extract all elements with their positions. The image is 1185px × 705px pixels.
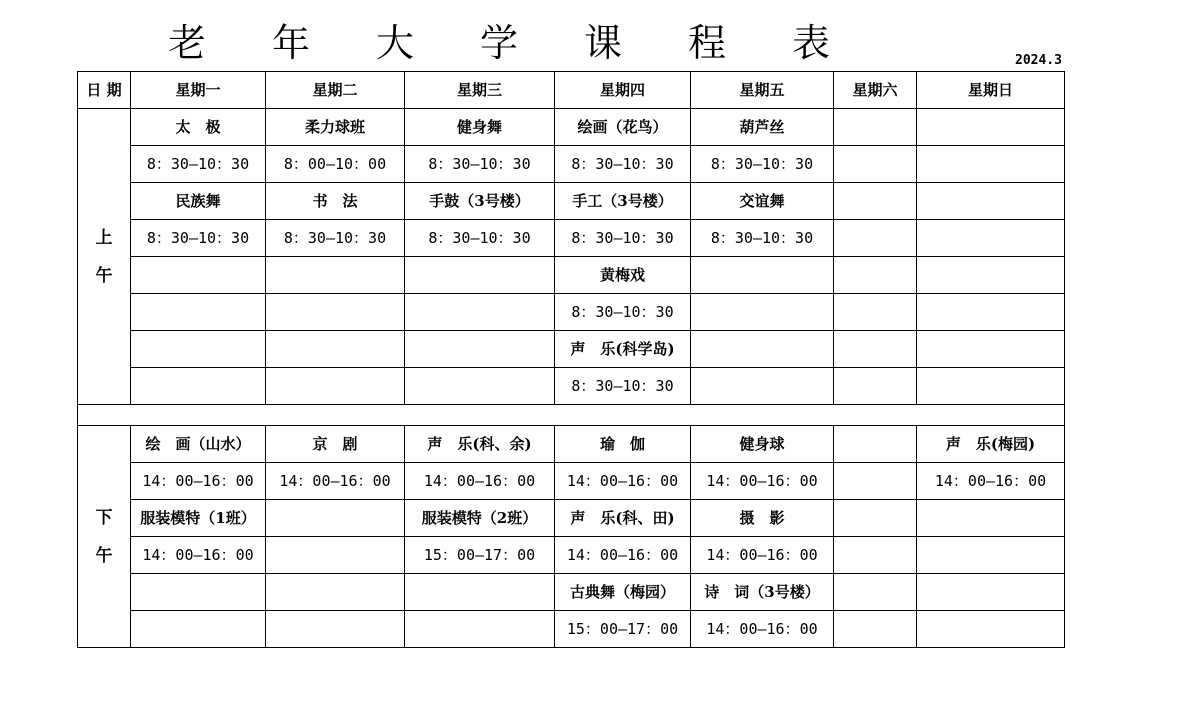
class-time-cell: 8：30—10：30	[555, 368, 691, 405]
course-name-cell	[405, 257, 555, 294]
class-time-cell: 14：00—16：00	[131, 537, 266, 574]
morning-row	[78, 257, 1065, 294]
class-time-cell: 8：30—10：30	[555, 146, 691, 183]
class-time-cell: 14：00—16：00	[405, 463, 555, 500]
class-time-cell: 14：00—16：00	[131, 463, 266, 500]
course-name-cell	[834, 500, 917, 537]
course-name-cell: 书 法	[266, 183, 405, 220]
separator-cell	[78, 405, 1065, 426]
course-name-cell: 黄梅戏	[555, 257, 691, 294]
class-time-cell: 8：00—10：00	[266, 146, 405, 183]
period-char: 上	[95, 227, 113, 248]
course-name-cell	[917, 331, 1065, 368]
class-time-cell: 15：00—17：00	[405, 537, 555, 574]
course-name-cell	[917, 109, 1065, 146]
class-time-cell	[917, 294, 1065, 331]
class-time-cell	[405, 611, 555, 648]
course-name-cell	[266, 257, 405, 294]
course-name-cell: 摄 影	[691, 500, 834, 537]
course-name-cell: 声 乐(科学岛)	[555, 331, 691, 368]
class-time-cell: 14：00—16：00	[555, 463, 691, 500]
morning-row	[78, 331, 1065, 368]
course-name-cell	[131, 331, 266, 368]
afternoon-row	[78, 463, 1065, 500]
afternoon-row	[78, 500, 1065, 537]
class-time-cell	[834, 537, 917, 574]
course-name-cell: 瑜 伽	[555, 426, 691, 463]
weekday-header: 星期一	[131, 72, 266, 109]
title-char: 年	[272, 21, 311, 65]
morning-row	[78, 368, 1065, 405]
class-time-cell: 8：30—10：30	[691, 146, 834, 183]
class-time-cell: 8：30—10：30	[266, 220, 405, 257]
course-name-cell	[917, 257, 1065, 294]
period-char: 午	[95, 545, 113, 566]
class-time-cell	[266, 368, 405, 405]
course-name-cell: 健身舞	[405, 109, 555, 146]
course-name-cell: 服装模特（2班）	[405, 500, 555, 537]
class-time-cell	[834, 294, 917, 331]
weekday-header: 星期六	[834, 72, 917, 109]
course-name-cell	[405, 574, 555, 611]
class-time-cell	[405, 294, 555, 331]
course-name-cell: 声 乐(科、田)	[555, 500, 691, 537]
course-name-cell	[834, 426, 917, 463]
afternoon-row	[78, 537, 1065, 574]
morning-row	[78, 109, 1065, 146]
class-time-cell	[266, 294, 405, 331]
course-name-cell: 太 极	[131, 109, 266, 146]
course-name-cell: 古典舞（梅园）	[555, 574, 691, 611]
class-time-cell	[691, 294, 834, 331]
course-name-cell	[266, 331, 405, 368]
class-time-cell	[834, 611, 917, 648]
course-name-cell: 京 剧	[266, 426, 405, 463]
class-time-cell	[917, 611, 1065, 648]
course-name-cell: 民族舞	[131, 183, 266, 220]
course-name-cell	[266, 500, 405, 537]
afternoon-row	[78, 426, 1065, 463]
weekday-header: 星期日	[917, 72, 1065, 109]
class-time-cell: 14：00—16：00	[266, 463, 405, 500]
class-time-cell: 14：00—16：00	[555, 537, 691, 574]
class-time-cell	[131, 611, 266, 648]
course-name-cell: 诗 词（3号楼）	[691, 574, 834, 611]
class-time-cell	[917, 220, 1065, 257]
course-name-cell	[834, 331, 917, 368]
class-time-cell: 8：30—10：30	[555, 220, 691, 257]
title-char: 老	[168, 21, 207, 65]
title-char: 学	[480, 21, 519, 65]
class-time-cell	[266, 537, 405, 574]
class-time-cell	[917, 537, 1065, 574]
title-char: 大	[376, 21, 415, 65]
class-time-cell	[691, 368, 834, 405]
header-row	[78, 72, 1065, 109]
period-char: 午	[95, 265, 113, 286]
course-name-cell	[834, 109, 917, 146]
course-name-cell	[917, 574, 1065, 611]
schedule-table	[77, 71, 1065, 648]
title-char: 程	[688, 21, 727, 65]
class-time-cell	[834, 463, 917, 500]
course-name-cell: 声 乐(科、余)	[405, 426, 555, 463]
page-title	[150, 18, 850, 68]
class-time-cell: 8：30—10：30	[405, 220, 555, 257]
class-time-cell: 14：00—16：00	[691, 463, 834, 500]
schedule-date: 2024.3	[1015, 53, 1062, 68]
class-time-cell	[266, 611, 405, 648]
class-time-cell	[405, 368, 555, 405]
course-name-cell	[691, 331, 834, 368]
class-time-cell	[131, 368, 266, 405]
class-time-cell	[834, 368, 917, 405]
afternoon-row	[78, 611, 1065, 648]
course-name-cell	[266, 574, 405, 611]
class-time-cell: 8：30—10：30	[405, 146, 555, 183]
class-time-cell	[917, 368, 1065, 405]
course-name-cell: 手鼓（3号楼）	[405, 183, 555, 220]
course-name-cell: 健身球	[691, 426, 834, 463]
class-time-cell: 15：00—17：00	[555, 611, 691, 648]
class-time-cell	[917, 146, 1065, 183]
title-char: 表	[792, 21, 831, 65]
morning-period-label	[78, 109, 131, 405]
weekday-header: 星期四	[555, 72, 691, 109]
class-time-cell: 8：30—10：30	[131, 220, 266, 257]
course-name-cell	[691, 257, 834, 294]
course-name-cell	[834, 574, 917, 611]
class-time-cell: 14：00—16：00	[691, 537, 834, 574]
class-time-cell	[834, 220, 917, 257]
class-time-cell: 8：30—10：30	[131, 146, 266, 183]
weekday-header: 星期三	[405, 72, 555, 109]
date-header: 日 期	[78, 72, 131, 109]
morning-row	[78, 146, 1065, 183]
course-name-cell	[131, 257, 266, 294]
class-time-cell: 8：30—10：30	[555, 294, 691, 331]
course-name-cell: 绘 画（山水）	[131, 426, 266, 463]
course-name-cell	[917, 500, 1065, 537]
weekday-header: 星期五	[691, 72, 834, 109]
course-name-cell: 声 乐(梅园)	[917, 426, 1065, 463]
course-name-cell	[917, 183, 1065, 220]
course-name-cell	[131, 574, 266, 611]
afternoon-period-label	[78, 426, 131, 648]
course-name-cell: 交谊舞	[691, 183, 834, 220]
course-name-cell: 葫芦丝	[691, 109, 834, 146]
period-char: 下	[95, 507, 113, 528]
course-name-cell	[834, 257, 917, 294]
class-time-cell: 14：00—16：00	[917, 463, 1065, 500]
course-name-cell: 柔力球班	[266, 109, 405, 146]
weekday-header: 星期二	[266, 72, 405, 109]
morning-row	[78, 183, 1065, 220]
class-time-cell	[834, 146, 917, 183]
morning-row	[78, 294, 1065, 331]
title-char: 课	[584, 21, 623, 65]
afternoon-row	[78, 574, 1065, 611]
class-time-cell	[131, 294, 266, 331]
class-time-cell: 8：30—10：30	[691, 220, 834, 257]
class-time-cell: 14：00—16：00	[691, 611, 834, 648]
course-name-cell	[405, 331, 555, 368]
course-name-cell: 绘画（花鸟）	[555, 109, 691, 146]
morning-row	[78, 220, 1065, 257]
course-name-cell	[834, 183, 917, 220]
section-separator	[78, 405, 1065, 426]
course-name-cell: 手工（3号楼）	[555, 183, 691, 220]
course-name-cell: 服装模特（1班）	[131, 500, 266, 537]
